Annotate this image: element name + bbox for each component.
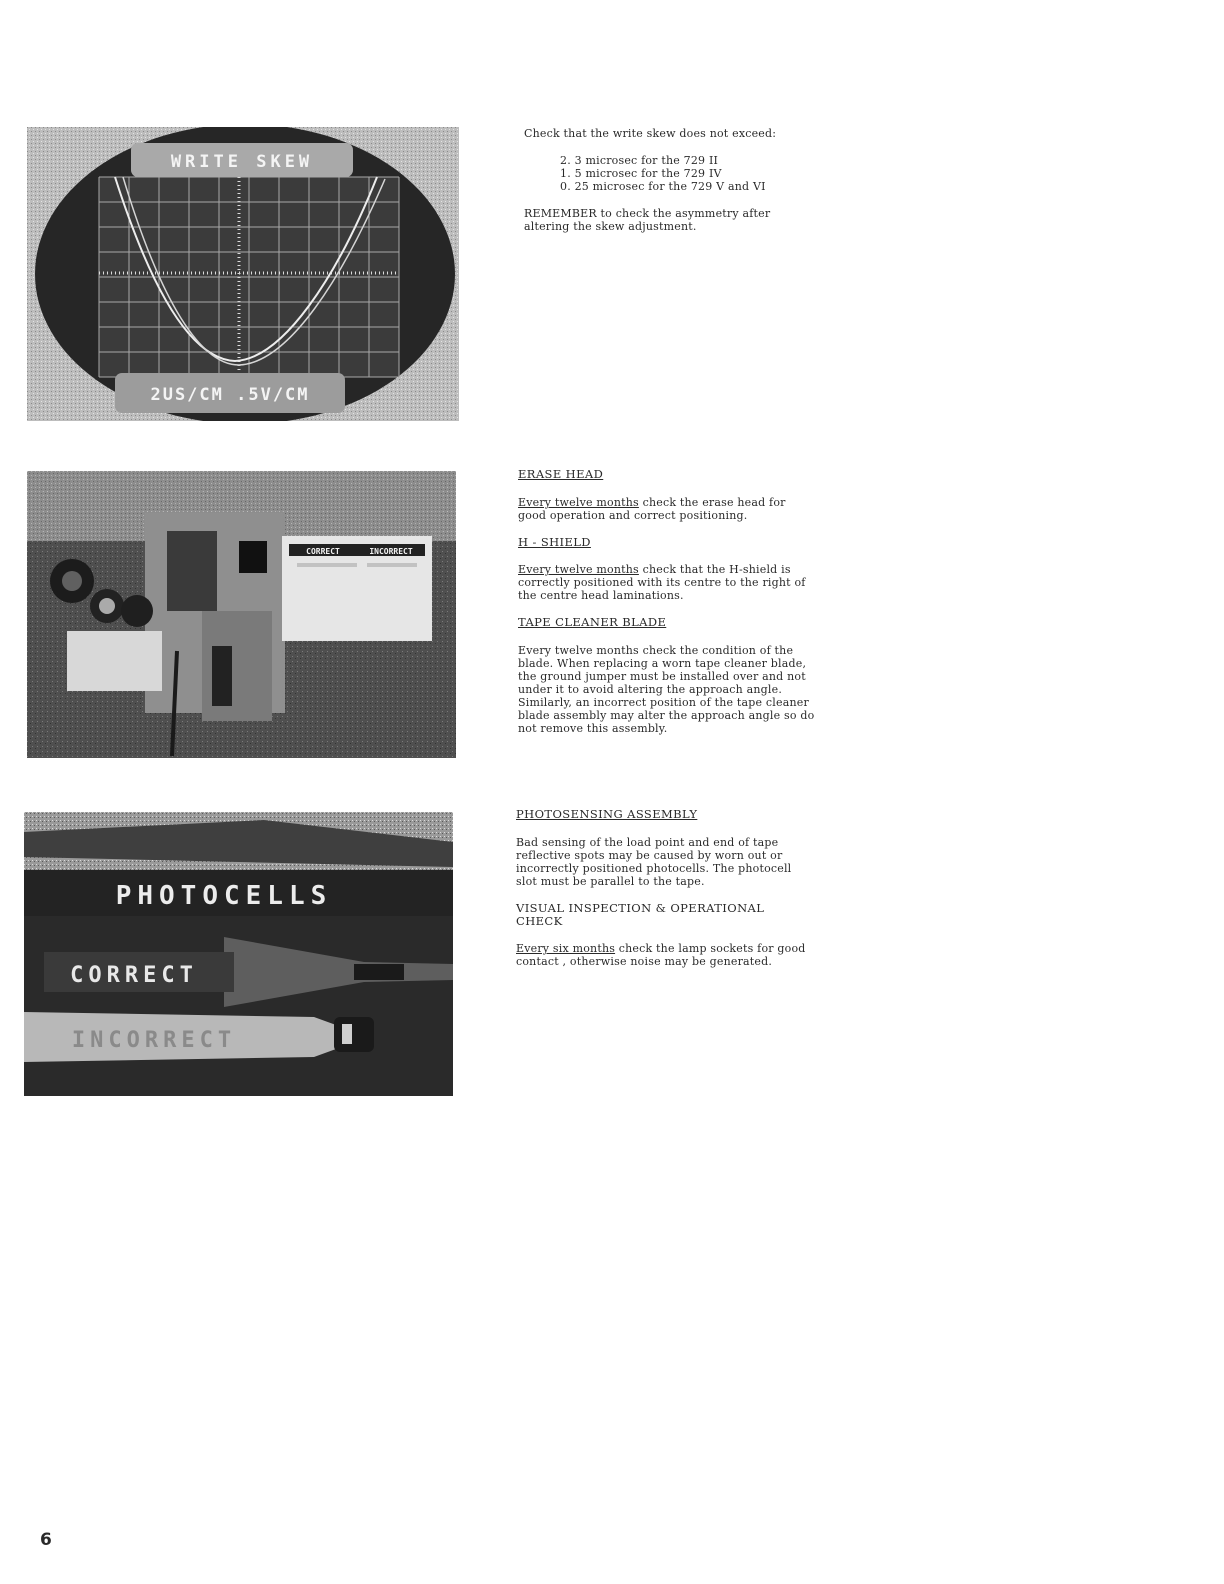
photocells-label-incorrect: INCORRECT: [71, 1028, 237, 1053]
scope-bottom-label: 2US/CM .5V/CM: [150, 385, 310, 405]
oscilloscope-photo: [27, 127, 459, 421]
scope-top-label: WRITE SKEW: [170, 152, 314, 172]
photosensing-heading: PHOTOSENSING ASSEMBLY: [516, 807, 698, 821]
tape-cleaner-heading: TAPE CLEANER BLADE: [518, 615, 667, 629]
photocells-banner-text: PHOTOCELLS: [115, 881, 333, 911]
erase-head-heading: ERASE HEAD: [518, 467, 604, 481]
maintenance-section: [518, 468, 816, 735]
photosensing-body: Bad sensing of the load point and end of tape reflective spots may be caused by worn out or incorrectly positioned photocells. The photocell slot must be parallel to the tape.: [516, 836, 792, 888]
photosensing-section: [516, 808, 812, 968]
h-shield-paragraph: [518, 563, 816, 602]
write-skew-section: [524, 127, 824, 233]
visual-check-heading: VISUAL INSPECTION & OPERATIONAL CHECK: [516, 901, 765, 928]
h-shield-body: check that the H-shield is correctly positioned with its centre to the right of the centre head laminations.: [518, 563, 806, 602]
photocells-label-correct: CORRECT: [70, 963, 198, 988]
skew-limits-list: [560, 154, 824, 193]
erase-head-lead: Every twelve months: [518, 496, 639, 509]
visual-check-paragraph: [516, 942, 812, 968]
visual-check-lead: Every six months: [516, 942, 616, 955]
write-skew-intro: Check that the write skew does not exceed:: [524, 127, 777, 140]
visual-check-body: check the lamp sockets for good contact , otherwise noise may be generated.: [516, 942, 806, 968]
head-label-incorrect: INCORRECT: [369, 547, 413, 556]
remember-note: REMEMBER to check the asymmetry after altering the skew adjustment.: [524, 207, 771, 233]
skew-limit-729-ii: 2. 3 microsec for the 729 II: [560, 154, 719, 167]
head-assembly-photo: [27, 471, 456, 758]
skew-limit-729-v-vi: 0. 25 microsec for the 729 V and VI: [560, 180, 766, 193]
page-number: 6: [40, 1530, 52, 1550]
h-shield-lead: Every twelve months: [518, 563, 639, 576]
erase-head-body: check the erase head for good operation and correct positioning.: [518, 496, 786, 522]
photocells-photo: [24, 812, 453, 1096]
erase-head-paragraph: [518, 496, 816, 522]
skew-limit-729-iv: 1. 5 microsec for the 729 IV: [560, 167, 722, 180]
head-label-correct: CORRECT: [306, 547, 340, 556]
tape-cleaner-body: Every twelve months check the condition of the blade. When replacing a worn tape cleaner blade, the ground jumper must be installed over and not under it to avoid altering the approach angle. Similarly, an incorrect position of the tape cleaner blade assembly may alter the approach angle so do not remove this assembly.: [518, 644, 815, 735]
h-shield-heading: H - SHIELD: [518, 535, 591, 549]
